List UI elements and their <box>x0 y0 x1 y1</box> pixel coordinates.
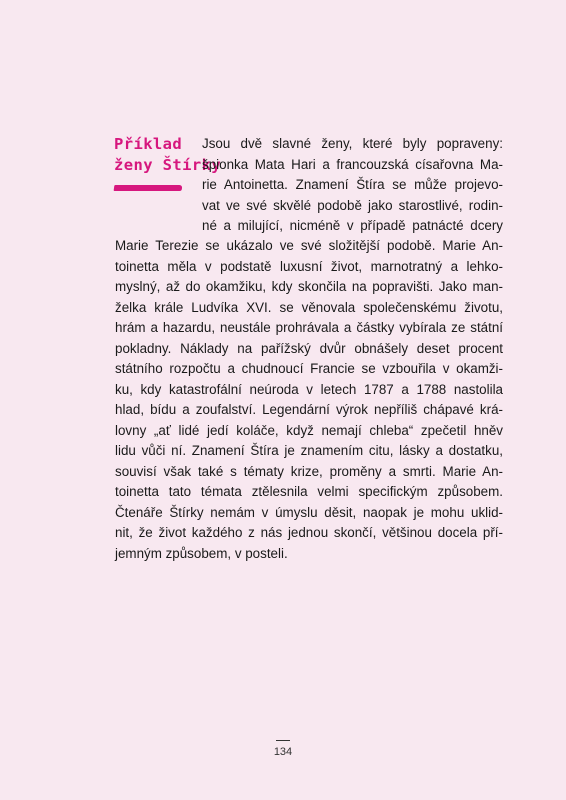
intro-paragraph <box>202 134 503 237</box>
text-line: nit, že život každého z nás jednou skončí, většinou docela pří- <box>115 525 503 540</box>
text-line: Čtenáře Štírky nemám v úmyslu děsit, naopak je mohu uklid- <box>115 504 503 520</box>
text-line: špionka Mata Hari a francouzská císařovna Ma- <box>202 156 503 172</box>
text-line: Marie Terezie se ukázalo ve své složitější podobě. Marie An- <box>115 238 503 253</box>
text-line: vat ve své skvělé podobě jako starostlivé, rodin- <box>202 197 503 213</box>
text-line: želka krále Ludvíka XVI. se věnovala společenskému životu, <box>115 299 503 315</box>
sidebar-heading <box>114 134 222 191</box>
text-line: pokladny. Náklady na pařížský dvůr obnášely deset procent <box>115 340 503 356</box>
text-line: souvisí však také s tématy krize, proměny a smrti. Marie An- <box>115 463 503 479</box>
text-line: hlad, bídu a zoufalství. Legendární výrok nepříliš chápavé krá- <box>115 402 503 417</box>
sidebar-title-line-1: Příklad <box>114 135 183 153</box>
text-line: toinetta měla v podstatě luxusní život, marnotratný a lehko- <box>115 258 503 274</box>
sidebar-title-line-2: ženy Štírky <box>114 156 222 174</box>
text-line: toinetta tato témata ztělesnila velmi specifickým způsobem. <box>115 484 503 499</box>
text-line: lovny „ať lidé jedí koláče, když nemají chleba“ zpečetil hněv <box>115 422 503 438</box>
text-line: Jsou dvě slavné ženy, které byly popraveny: <box>202 136 503 151</box>
accent-rule <box>114 185 183 191</box>
page-number-text: 134 <box>273 746 293 758</box>
page-number-rule <box>276 740 290 741</box>
text-line: hrám a hazardu, neustále prohrávala a částky vybírala ze státní <box>115 320 503 335</box>
text-line: lidu vůči ní. Znamení Štíra je znamením citu, lásky a dostatku, <box>115 443 503 458</box>
text-line: né a milující, nicméně v případě patnácté dcery <box>202 218 503 233</box>
text-line: státního rozpočtu a chudnoucí Francie se vzbouřila v okamži- <box>115 361 503 376</box>
page-number <box>263 740 303 758</box>
text-line: ku, kdy katastrofální neúroda v letech 1787 a 1788 nastolila <box>115 381 503 397</box>
text-line: jemným způsobem, v posteli. <box>115 545 288 561</box>
text-line: rie Antoinetta. Znamení Štíra se může projevo- <box>202 177 503 192</box>
text-line: myslný, až do okamžiku, kdy skončila na popravišti. Jako man- <box>115 279 503 294</box>
body-paragraph <box>115 236 503 564</box>
